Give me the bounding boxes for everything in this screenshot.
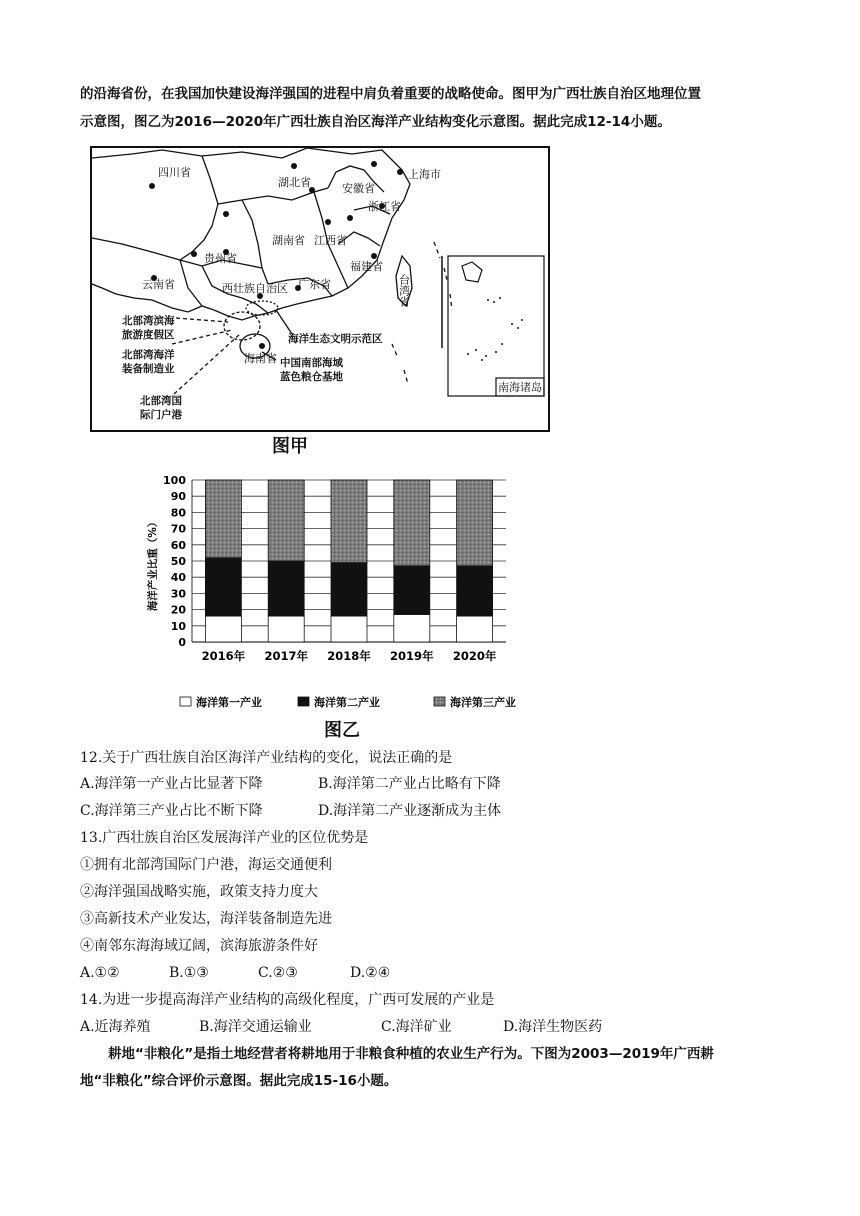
- intro-line-1: 的沿海省份，在我国加快建设海洋强国的进程中肩负着重要的战略使命。图甲为广西壮族自治区地理位置: [80, 86, 701, 102]
- label-anhui: 安徽省: [342, 182, 375, 195]
- q14-option-d[interactable]: D.海洋生物医药: [503, 1019, 603, 1035]
- label-beibu-port-2: 际门户港: [140, 409, 182, 421]
- bar-2020年-series-2: [457, 480, 493, 566]
- y-tick-label: 70: [170, 522, 186, 536]
- label-beibu-port-1: 北部湾国: [140, 395, 182, 407]
- q14-option-b[interactable]: B.海洋交通运输业: [199, 1019, 312, 1035]
- outro-line-1: 耕地“非粮化”是指土地经营者将耕地用于非粮食种植的农业生产行为。下图为2003—2019年广西耕: [108, 1046, 714, 1062]
- bar-2019年-series-1: [394, 566, 430, 615]
- q12-option-b[interactable]: B.海洋第二产业占比略有下降: [318, 776, 501, 792]
- label-guizhou: 贵州省: [204, 252, 237, 265]
- bar-2019年-series-2: [394, 480, 430, 566]
- q13-option-a[interactable]: A.①②: [80, 965, 120, 981]
- label-hainan: 海南省: [244, 352, 277, 365]
- legend-swatch: [434, 697, 445, 706]
- bar-2020年-series-0: [457, 616, 493, 642]
- legend-label: 海洋第二产业: [314, 696, 380, 709]
- label-beibu-tour-2: 旅游度假区: [122, 329, 175, 341]
- x-tick-label: 2020年: [452, 649, 497, 663]
- legend-label: 海洋第一产业: [196, 696, 262, 709]
- q13-statement-1: ①拥有北部湾国际门户港，海运交通便利: [80, 857, 332, 873]
- y-tick-label: 10: [170, 619, 186, 633]
- label-granary-1: 中国南部海域: [280, 357, 343, 369]
- legend-swatch: [180, 697, 191, 706]
- q13-stem: 13.广西壮族自治区发展海洋产业的区位优势是: [80, 830, 369, 846]
- q13-option-b[interactable]: B.①③: [169, 965, 209, 981]
- y-tick-label: 100: [163, 474, 186, 487]
- province-line-yunnan: [92, 238, 202, 306]
- label-eco-zone: 海洋生态文明示范区: [288, 333, 383, 345]
- legend-label: 海洋第三产业: [450, 696, 516, 709]
- label-beibu-equip-2: 装备制造业: [122, 363, 175, 375]
- q14-option-c[interactable]: C.海洋矿业: [381, 1019, 452, 1035]
- x-tick-label: 2019年: [390, 649, 434, 663]
- chart-legend: [180, 695, 516, 709]
- label-inset: 南海诸岛: [498, 381, 542, 394]
- y-tick-label: 60: [170, 538, 186, 552]
- leader-line-tour: [176, 318, 228, 322]
- label-sichuan: 四川省: [158, 166, 191, 179]
- label-taiwan: 台湾省: [397, 274, 411, 307]
- q12-option-c[interactable]: C.海洋第三产业占比不断下降: [80, 803, 263, 819]
- q13-statement-4: ④南邻东海海域辽阔，滨海旅游条件好: [80, 938, 318, 954]
- q14-stem: 14.为进一步提高海洋产业结构的高级化程度，广西可发展的产业是: [80, 992, 495, 1008]
- sea-boundary-1: [434, 242, 452, 310]
- bar-2016年-series-2: [205, 480, 241, 558]
- bar-2018年-series-1: [331, 563, 367, 616]
- bar-2018年-series-2: [331, 480, 367, 563]
- location-map: [90, 146, 550, 432]
- label-shanghai: 上海市: [408, 168, 441, 181]
- label-beibu-equip-1: 北部湾海洋: [122, 349, 175, 361]
- q12-option-a[interactable]: A.海洋第一产业占比显著下降: [80, 776, 263, 792]
- y-tick-label: 40: [170, 571, 186, 585]
- map-caption: 图甲: [272, 436, 308, 457]
- inset-islands: [467, 297, 523, 361]
- q12-stem: 12.关于广西壮族自治区海洋产业结构的变化，说法正确的是: [80, 750, 453, 766]
- y-tick-label: 90: [170, 490, 186, 504]
- q13-statement-3: ③高新技术产业发达，海洋装备制造先进: [80, 911, 332, 927]
- bar-2018年-series-0: [331, 616, 367, 642]
- province-line-hunan-west: [242, 200, 268, 284]
- q14-option-a[interactable]: A.近海养殖: [80, 1019, 151, 1035]
- label-guangxi: 西壮族自治区: [222, 282, 288, 295]
- sea-boundary-2: [392, 344, 408, 384]
- y-tick-label: 80: [170, 506, 186, 520]
- q13-option-c[interactable]: C.②③: [258, 965, 298, 981]
- label-fujian: 福建省: [350, 260, 383, 273]
- label-zhejiang: 浙江省: [368, 200, 401, 213]
- label-granary-2: 蓝色粮仓基地: [280, 371, 343, 383]
- leader-line-port: [174, 334, 240, 394]
- marine-industry-chart: [140, 470, 540, 730]
- bar-2017年-series-0: [268, 616, 304, 642]
- x-tick-label: 2018年: [327, 649, 371, 663]
- chart-y-label: 海洋产业比重（%）: [147, 516, 159, 612]
- intro-line-2: 示意图，图乙为2016—2020年广西壮族自治区海洋产业结构变化示意图。据此完成12-14小题。: [80, 114, 671, 130]
- inset-south-sea: [442, 256, 544, 396]
- bar-2017年-series-2: [268, 480, 304, 561]
- q13-option-d[interactable]: D.②④: [350, 965, 391, 981]
- q13-statement-2: ②海洋强国战略实施，政策支持力度大: [80, 884, 318, 900]
- bar-2019年-series-0: [394, 614, 430, 642]
- bar-2016年-series-0: [205, 616, 241, 642]
- x-tick-label: 2016年: [201, 649, 246, 663]
- label-yunnan: 云南省: [142, 278, 175, 291]
- leader-line-equip: [172, 330, 232, 344]
- y-tick-label: 0: [178, 636, 186, 649]
- leader-line-eco: [276, 310, 292, 334]
- bar-2016年-series-1: [205, 558, 241, 616]
- bar-2020年-series-1: [457, 566, 493, 616]
- y-tick-label: 50: [170, 555, 186, 568]
- chart-y-ticks: [163, 474, 186, 649]
- bar-2017年-series-1: [268, 561, 304, 616]
- chart-x-ticks: [202, 649, 497, 663]
- map-svg: [92, 148, 548, 430]
- label-hunan: 湖南省: [272, 234, 305, 247]
- label-hubei: 湖北省: [278, 176, 311, 189]
- y-tick-label: 20: [170, 603, 186, 617]
- outro-line-2: 地“非粮化”综合评价示意图。据此完成15-16小题。: [80, 1073, 398, 1089]
- q12-option-d[interactable]: D.海洋第二产业逐渐成为主体: [318, 803, 502, 819]
- x-tick-label: 2017年: [264, 649, 308, 663]
- label-beibu-tour-1: 北部湾滨海: [122, 315, 175, 327]
- legend-swatch: [298, 697, 309, 706]
- label-jiangxi: 江西省: [314, 234, 347, 247]
- chart-caption: 图乙: [324, 720, 360, 741]
- label-guangdong: 广东省: [298, 278, 331, 291]
- y-tick-label: 30: [170, 587, 186, 601]
